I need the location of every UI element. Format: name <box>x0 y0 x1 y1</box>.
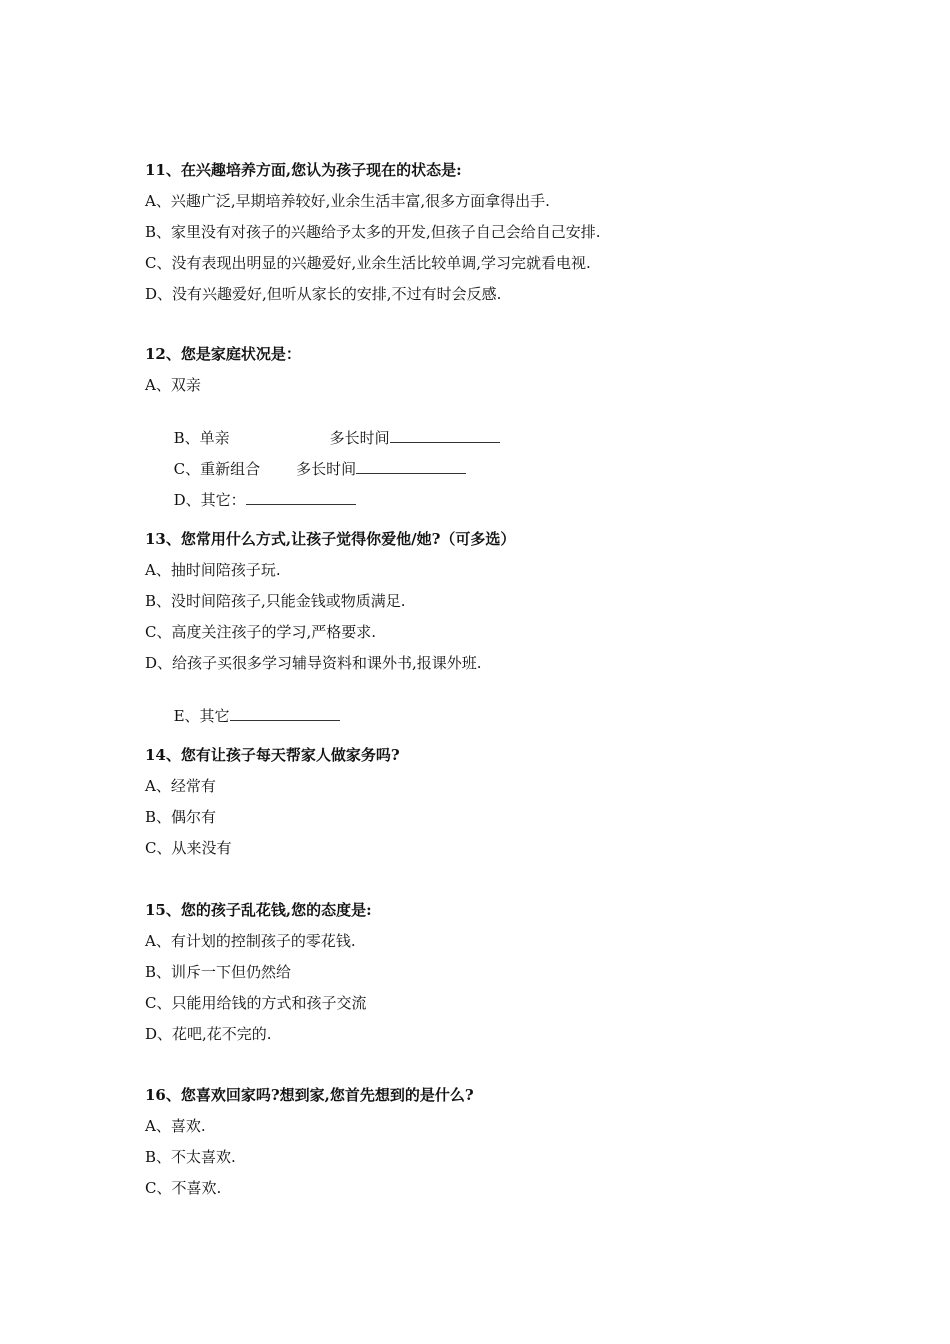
option-d-label: D、其它： <box>173 491 246 509</box>
question-16 <box>145 1085 845 1209</box>
question-13 <box>145 529 845 725</box>
option-b <box>145 406 845 447</box>
option-a: A、有计划的控制孩子的零花钱. <box>145 932 356 950</box>
option-a: A、双亲 <box>145 376 201 394</box>
option-c: C、不喜欢. <box>145 1179 222 1197</box>
option-a: A、喜欢. <box>145 1117 206 1135</box>
option-b: B、没时间陪孩子,只能金钱或物质满足. <box>145 592 406 610</box>
option-e-label: E、其它 <box>173 707 230 725</box>
option-b: B、偶尔有 <box>145 808 217 826</box>
question-12 <box>145 344 845 509</box>
duration-blank[interactable] <box>390 426 500 443</box>
option-a: A、抽时间陪孩子玩. <box>145 561 281 579</box>
question-title: 13、您常用什么方式,让孩子觉得你爱他/她?（可多选） <box>145 530 516 548</box>
question-11 <box>145 160 845 315</box>
duration-label: 多长时间 <box>296 460 357 478</box>
option-e <box>145 684 845 725</box>
option-b-label: B、单亲 <box>173 429 230 447</box>
question-title: 16、您喜欢回家吗?想到家,您首先想到的是什么? <box>145 1086 474 1104</box>
option-d: D、花吧,花不完的. <box>145 1025 272 1043</box>
question-title: 15、您的孩子乱花钱,您的态度是: <box>145 901 372 919</box>
option-a: A、经常有 <box>145 777 216 795</box>
duration-blank[interactable] <box>356 457 466 474</box>
option-c-label: C、重新组合 <box>173 460 261 478</box>
question-15 <box>145 900 845 1055</box>
option-c: C、只能用给钱的方式和孩子交流 <box>145 994 367 1012</box>
option-c: C、高度关注孩子的学习,严格要求. <box>145 623 377 641</box>
option-b: B、训斥一下但仍然给 <box>145 963 292 981</box>
option-d: D、没有兴趣爱好,但听从家长的安排,不过有时会反感. <box>145 285 502 303</box>
option-c: C、没有表现出明显的兴趣爱好,业余生活比较单调,学习完就看电视. <box>145 254 591 272</box>
question-title: 14、您有让孩子每天帮家人做家务吗? <box>145 746 400 764</box>
other-blank[interactable] <box>246 488 356 505</box>
option-a: A、兴趣广泛,早期培养较好,业余生活丰富,很多方面拿得出手. <box>145 192 550 210</box>
duration-label: 多长时间 <box>329 429 390 447</box>
option-b: B、不太喜欢. <box>145 1148 236 1166</box>
other-blank[interactable] <box>230 704 340 721</box>
question-title: 11、在兴趣培养方面,您认为孩子现在的状态是: <box>145 161 462 179</box>
option-d: D、给孩子买很多学习辅导资料和课外书,报课外班. <box>145 654 482 672</box>
option-c: C、从来没有 <box>145 839 232 857</box>
question-title: 12、您是家庭状况是： <box>145 345 301 363</box>
option-b: B、家里没有对孩子的兴趣给予太多的开发,但孩子自己会给自己安排. <box>145 223 601 241</box>
question-14 <box>145 745 845 869</box>
